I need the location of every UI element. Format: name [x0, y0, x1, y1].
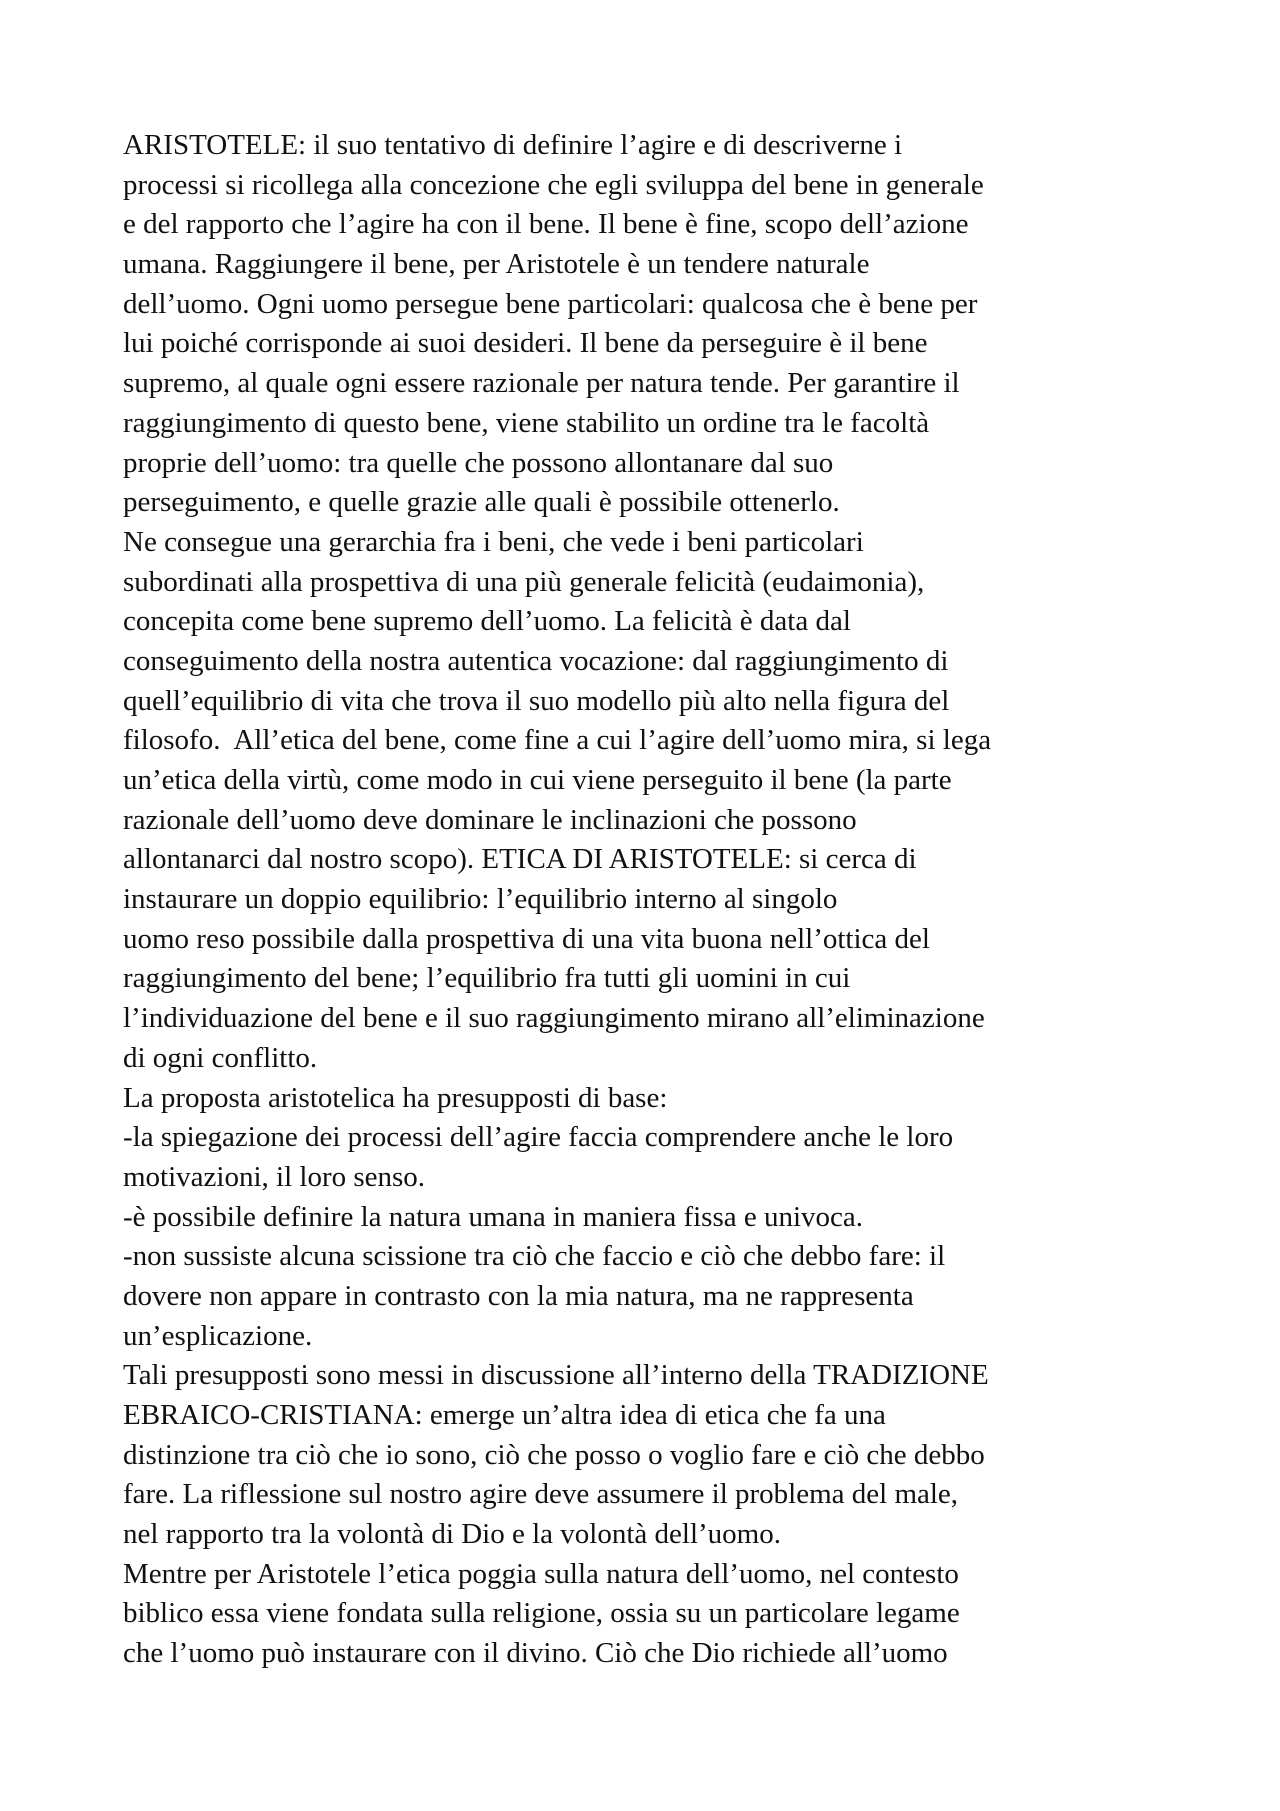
text-line: -la spiegazione dei processi dell’agire faccia comprendere anche le loro — [123, 1121, 954, 1154]
text-line: un’etica della virtù, come modo in cui viene perseguito il bene (la parte — [123, 764, 952, 796]
text-line: di ogni conflitto. — [123, 1041, 318, 1074]
text-line: supremo, al quale ogni essere razionale per natura tende. Per garantire il — [123, 367, 960, 400]
text-line: processi si ricollega alla concezione che egli sviluppa del bene in generale — [123, 168, 984, 201]
text-line: distinzione tra ciò che io sono, ciò che posso o voglio fare e ciò che debbo — [123, 1438, 985, 1471]
text-line: proprie dell’uomo: tra quelle che possono allontanare dal suo — [123, 446, 834, 479]
text-line: biblico essa viene fondata sulla religione, ossia su un particolare legame — [123, 1597, 960, 1630]
text-line: conseguimento della nostra autentica vocazione: dal raggiungimento di — [123, 644, 949, 677]
text-line: -è possibile definire la natura umana in maniera fissa e univoca. — [123, 1200, 864, 1233]
text-line: subordinati alla prospettiva di una più generale felicità (eudaimonia), — [123, 565, 925, 598]
text-line: La proposta aristotelica ha presupposti di base: — [123, 1081, 668, 1114]
text-line: lui poiché corrisponde ai suoi desideri. Il bene da perseguire è il bene — [123, 327, 928, 360]
text-line: dovere non appare in contrasto con la mia natura, ma ne rappresenta — [123, 1279, 914, 1312]
text-line: che l’uomo può instaurare con il divino. Ciò che Dio richiede all’uomo — [123, 1637, 948, 1670]
text-line: fare. La riflessione sul nostro agire deve assumere il problema del male, — [123, 1478, 959, 1511]
text-line: instaurare un doppio equilibrio: l’equilibrio interno al singolo — [123, 883, 838, 916]
text-line: concepita come bene supremo dell’uomo. La felicità è data dal — [123, 605, 851, 638]
text-line: EBRAICO-CRISTIANA: emerge un’altra idea di etica che fa una — [123, 1399, 886, 1431]
text-line: umana. Raggiungere il bene, per Aristotele è un tendere naturale — [123, 248, 870, 281]
text-line: raggiungimento di questo bene, viene stabilito un ordine tra le facoltà — [123, 406, 930, 439]
text-line: uomo reso possibile dalla prospettiva di una vita buona nell’ottica del — [123, 922, 930, 955]
text-line: Ne consegue una gerarchia fra i beni, che vede i beni particolari — [123, 525, 864, 558]
document-body — [123, 126, 1203, 1674]
text-line: dell’uomo. Ogni uomo persegue bene particolari: qualcosa che è bene per — [123, 287, 978, 320]
text-line: motivazioni, il loro senso. — [123, 1160, 426, 1193]
text-line: filosofo. All’etica del bene, come fine a cui l’agire dell’uomo mira, si lega — [123, 724, 992, 757]
text-line: nel rapporto tra la volontà di Dio e la volontà dell’uomo. — [123, 1518, 781, 1551]
text-line: ARISTOTELE: il suo tentativo di definire l’agire e di descriverne i — [123, 129, 903, 161]
text-line: Tali presupposti sono messi in discussione all’interno della TRADIZIONE — [123, 1359, 989, 1392]
text-line: un’esplicazione. — [123, 1319, 313, 1352]
text-line: allontanarci dal nostro scopo). ETICA DI ARISTOTELE: si cerca di — [123, 843, 917, 876]
text-line: e del rapporto che l’agire ha con il bene. Il bene è fine, scopo dell’azione — [123, 208, 969, 241]
text-line: l’individuazione del bene e il suo raggiungimento mirano all’eliminazione — [123, 1002, 985, 1035]
text-line: quell’equilibrio di vita che trova il suo modello più alto nella figura del — [123, 684, 950, 717]
text-line: razionale dell’uomo deve dominare le inclinazioni che possono — [123, 803, 857, 836]
text-line: -non sussiste alcuna scissione tra ciò che faccio e ciò che debbo fare: il — [123, 1240, 946, 1273]
text-line: Mentre per Aristotele l’etica poggia sulla natura dell’uomo, nel contesto — [123, 1557, 959, 1590]
text-line: raggiungimento del bene; l’equilibrio fra tutti gli uomini in cui — [123, 962, 851, 995]
text-line: perseguimento, e quelle grazie alle quali è possibile ottenerlo. — [123, 486, 840, 519]
